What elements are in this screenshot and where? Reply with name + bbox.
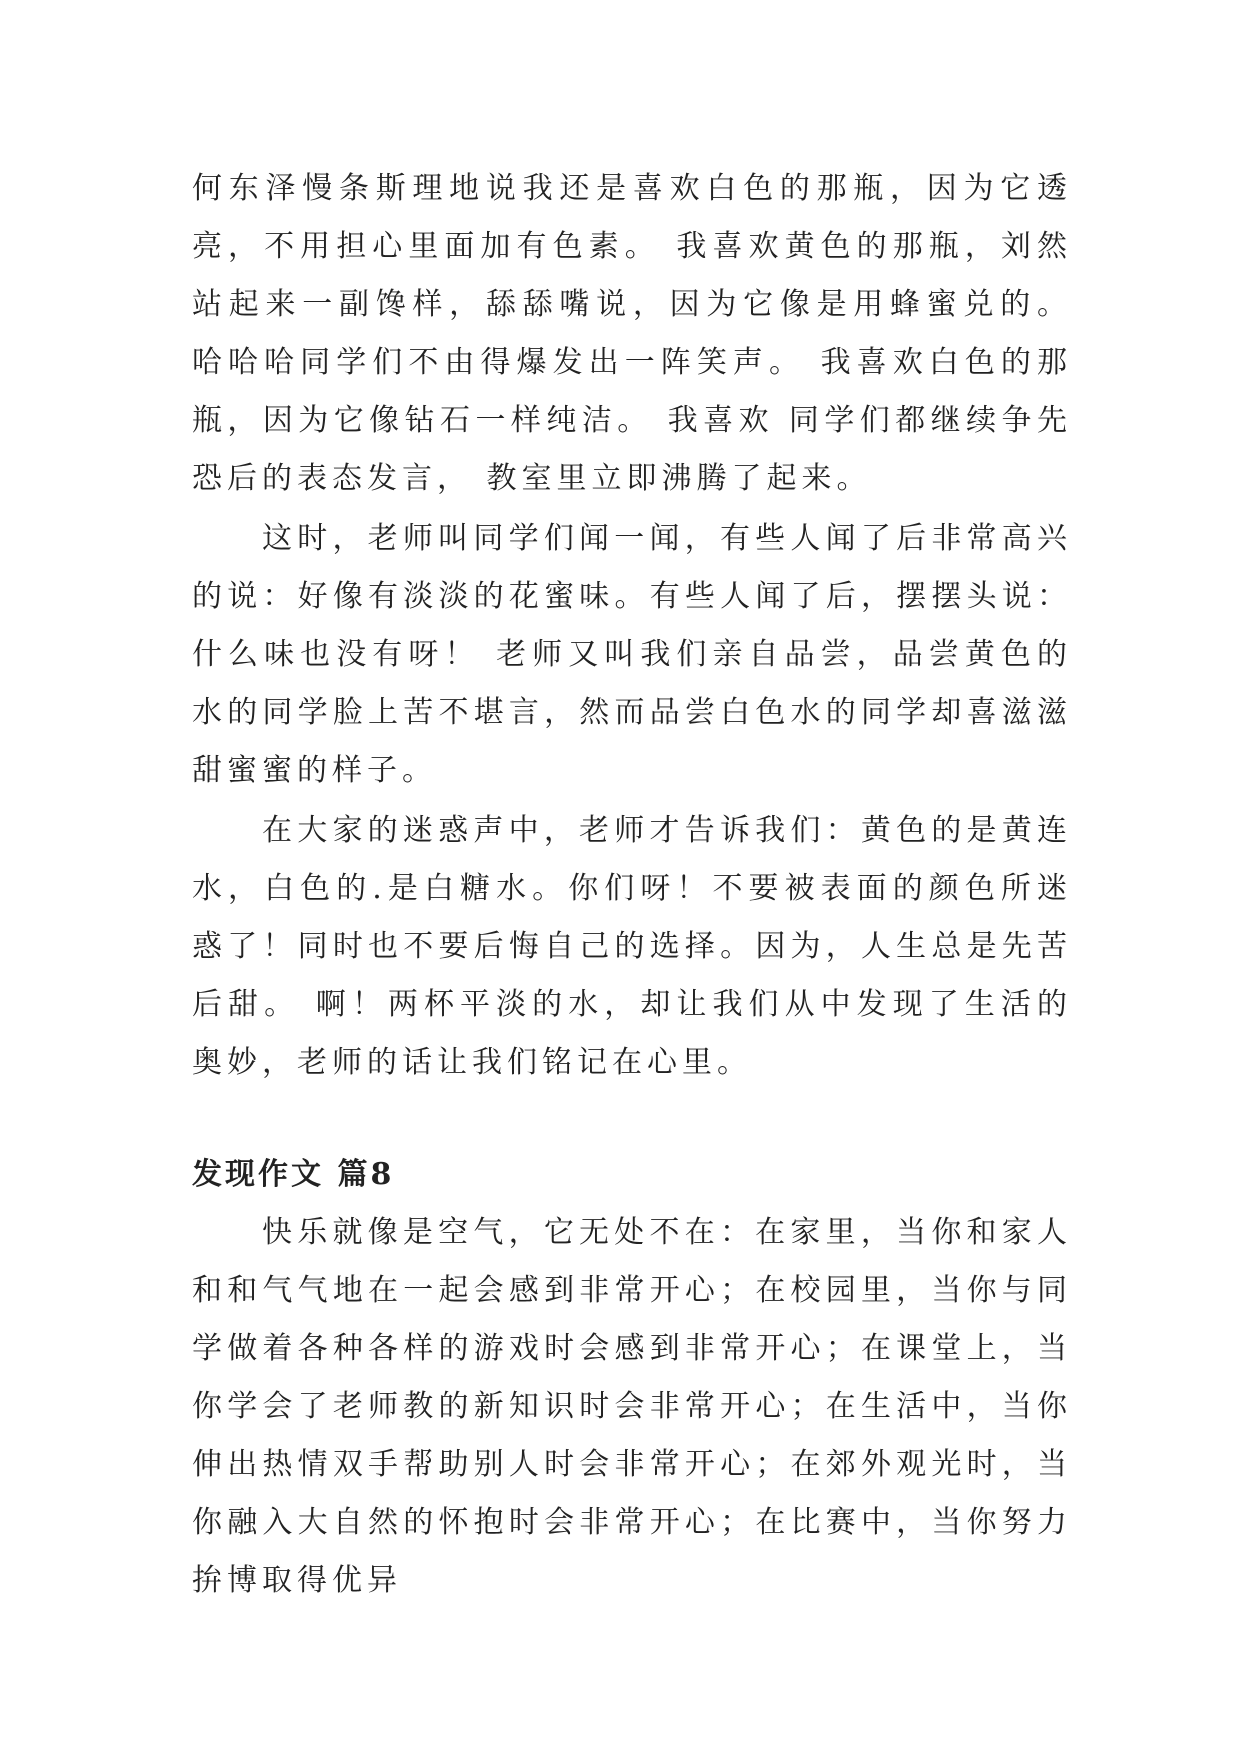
paragraph-smell-taste: 这时，老师叫同学们闻一闻，有些人闻了后非常高兴的说：好像有淡淡的花蜜味。有些人闻了后，摆摆头说：什么味也没有呀！ 老师又叫我们亲自品尝，品尝黄色的水的同学脸上苦不堪言，然而品尝白色水的同学却喜滋滋甜蜜蜜的样子。	[192, 521, 1072, 788]
paragraph-happiness: 快乐就像是空气，它无处不在：在家里，当你和家人和和气气地在一起会感到非常开心；在校园里，当你与同学做着各种各样的游戏时会感到非常开心；在课堂上，当你学会了老师教的新知识时会非常开心；在生活中，当你伸出热情双手帮助别人时会非常开心；在郊外观光时，当你融入大自然的怀抱时会非常开心；在比赛中，当你努力拚博取得优异	[192, 1215, 1072, 1598]
section-heading: 发现作文 篇8	[192, 1157, 395, 1192]
document-body	[192, 160, 1072, 1610]
paragraph-continuation: 何东泽慢条斯理地说我还是喜欢白色的那瓶，因为它透亮，不用担心里面加有色素。 我喜欢黄色的那瓶，刘然站起来一副馋样，舔舔嘴说，因为它像是用蜂蜜兑的。 哈哈哈同学们不由得爆发出一阵笑声。 我喜欢白色的那瓶，因为它像钻石一样纯洁。 我喜欢 同学们都继续争先恐后的表态发言， 教室里立即沸腾了起来。	[192, 171, 1072, 496]
paragraph-conclusion: 在大家的迷惑声中，老师才告诉我们：黄色的是黄连水，白色的.是白糖水。你们呀！不要被表面的颜色所迷惑了！同时也不要后悔自己的选择。因为，人生总是先苦后甜。 啊！两杯平淡的水，却让我们从中发现了生活的奥妙，老师的话让我们铭记在心里。	[192, 813, 1072, 1080]
